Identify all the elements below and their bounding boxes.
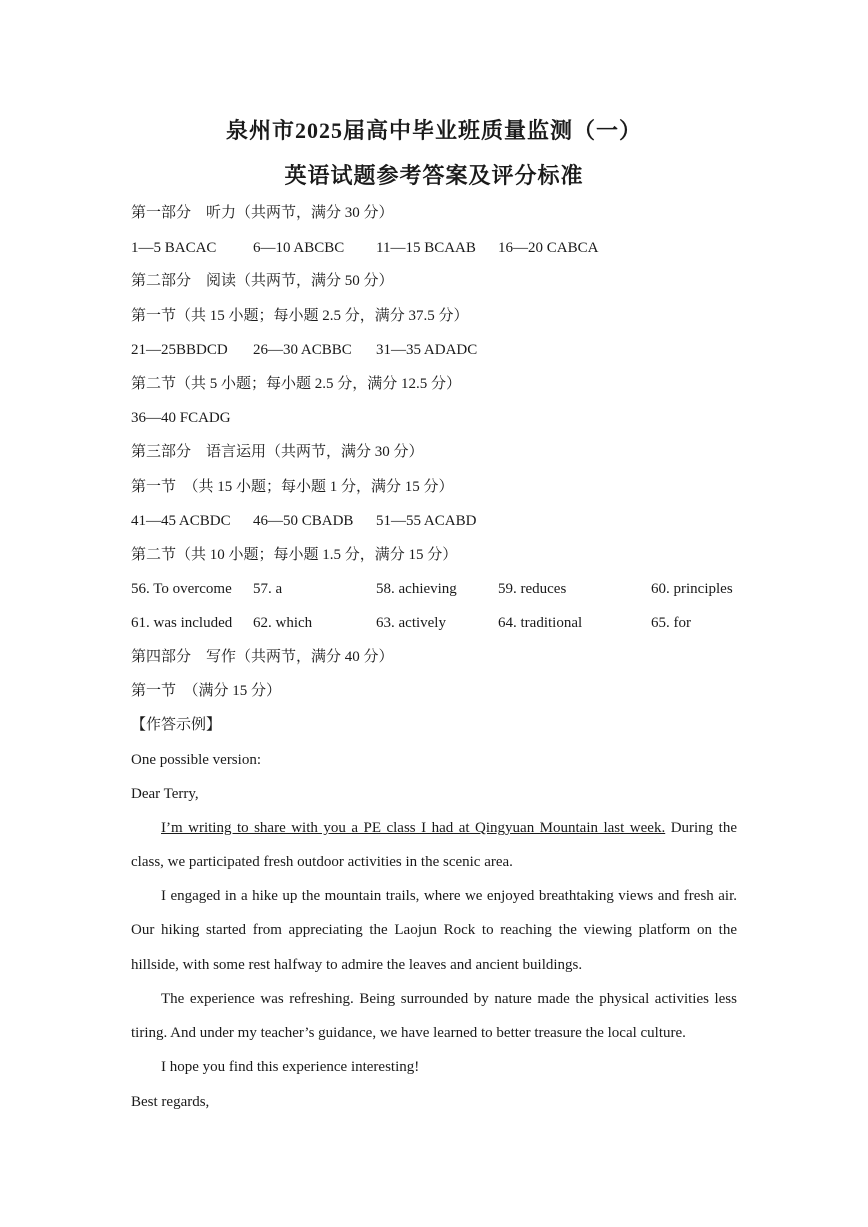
part3-section1-answer-group: 51—55 ACABD: [376, 513, 477, 529]
part1-answer-group: 6—10 ABCBC: [253, 240, 345, 256]
part2-section1-answer-group: 26—30 ACBBC: [253, 342, 352, 358]
part2-section2-answer-group: 36—40 FCADG: [131, 410, 231, 426]
fill-in-answer: 56. To overcome: [131, 581, 232, 597]
fill-in-answer: 62. which: [253, 615, 313, 631]
part2-section1-answer-group: 31—35 ADADC: [376, 342, 478, 358]
fill-in-answer: 65. for: [651, 615, 691, 631]
letter-paragraph: I engaged in a hike up the mountain trails, where we enjoyed breathtaking views and fresh air. Our hiking started from appreciating the Laojun Rock to reaching the viewing platform on the hillside, with some rest halfway to admire the leaves and ancient buildings.: [131, 888, 737, 973]
part3-heading: 第三部分 语言运用（共两节，满分 30 分）: [131, 444, 424, 460]
fill-in-answer: 63. actively: [376, 615, 446, 631]
part2-heading: 第二部分 阅读（共两节，满分 50 分）: [131, 273, 394, 289]
part4-section1-heading: 第一节 （满分 15 分）: [131, 683, 282, 699]
underlined-sentence: I’m writing to share with you a PE class I had at Qingyuan Mountain last week.: [161, 820, 666, 836]
part3-section1-answer-group: 46—50 CBADB: [253, 513, 354, 529]
fill-in-answer: 60. principles: [651, 581, 733, 597]
letter-paragraph: The experience was refreshing. Being surrounded by nature made the physical activities less tiring. And under my teacher’s guidance, we have learned to better treasure the local culture.: [131, 991, 737, 1042]
part1-heading: 第一部分 听力（共两节，满分 30 分）: [131, 205, 394, 221]
letter-salutation: Dear Terry,: [131, 786, 199, 802]
part3-section1-heading: 第一节 （共 15 小题；每小题 1 分，满分 15 分）: [131, 479, 454, 495]
page-subtitle: 英语试题参考答案及评分标准: [284, 163, 584, 188]
possible-version-label: One possible version:: [131, 752, 261, 768]
sample-answer-label: 【作答示例】: [131, 717, 222, 733]
part4-heading: 第四部分 写作（共两节，满分 40 分）: [131, 649, 394, 665]
paragraph-text: During the class, we participated fresh outdoor activities in the scenic area.: [131, 820, 737, 871]
fill-in-answer: 59. reduces: [498, 581, 567, 597]
page-title: 泉州市2025届高中毕业班质量监测（一）: [225, 118, 642, 143]
part2-section1-answer-group: 21—25BBDCD: [131, 342, 228, 358]
part1-answer-group: 11—15 BCAAB: [376, 240, 476, 256]
fill-in-answer: 58. achieving: [376, 581, 457, 597]
fill-in-answer: 57. a: [253, 581, 283, 597]
part3-section1-answer-group: 41—45 ACBDC: [131, 513, 231, 529]
part2-section2-heading: 第二节（共 5 小题；每小题 2.5 分，满分 12.5 分）: [131, 376, 462, 392]
letter-closing: Best regards,: [131, 1094, 210, 1110]
part1-answer-group: 16—20 CABCA: [498, 240, 599, 256]
part3-section2-heading: 第二节（共 10 小题；每小题 1.5 分，满分 15 分）: [131, 547, 458, 563]
fill-in-answer: 64. traditional: [498, 615, 583, 631]
part1-answer-group: 1—5 BACAC: [131, 240, 217, 256]
letter-paragraph: I hope you find this experience interesting!: [161, 1059, 420, 1075]
letter-paragraph: [131, 811, 737, 880]
part2-section1-heading: 第一节（共 15 小题；每小题 2.5 分，满分 37.5 分）: [131, 308, 469, 324]
fill-in-answer: 61. was included: [131, 615, 233, 631]
